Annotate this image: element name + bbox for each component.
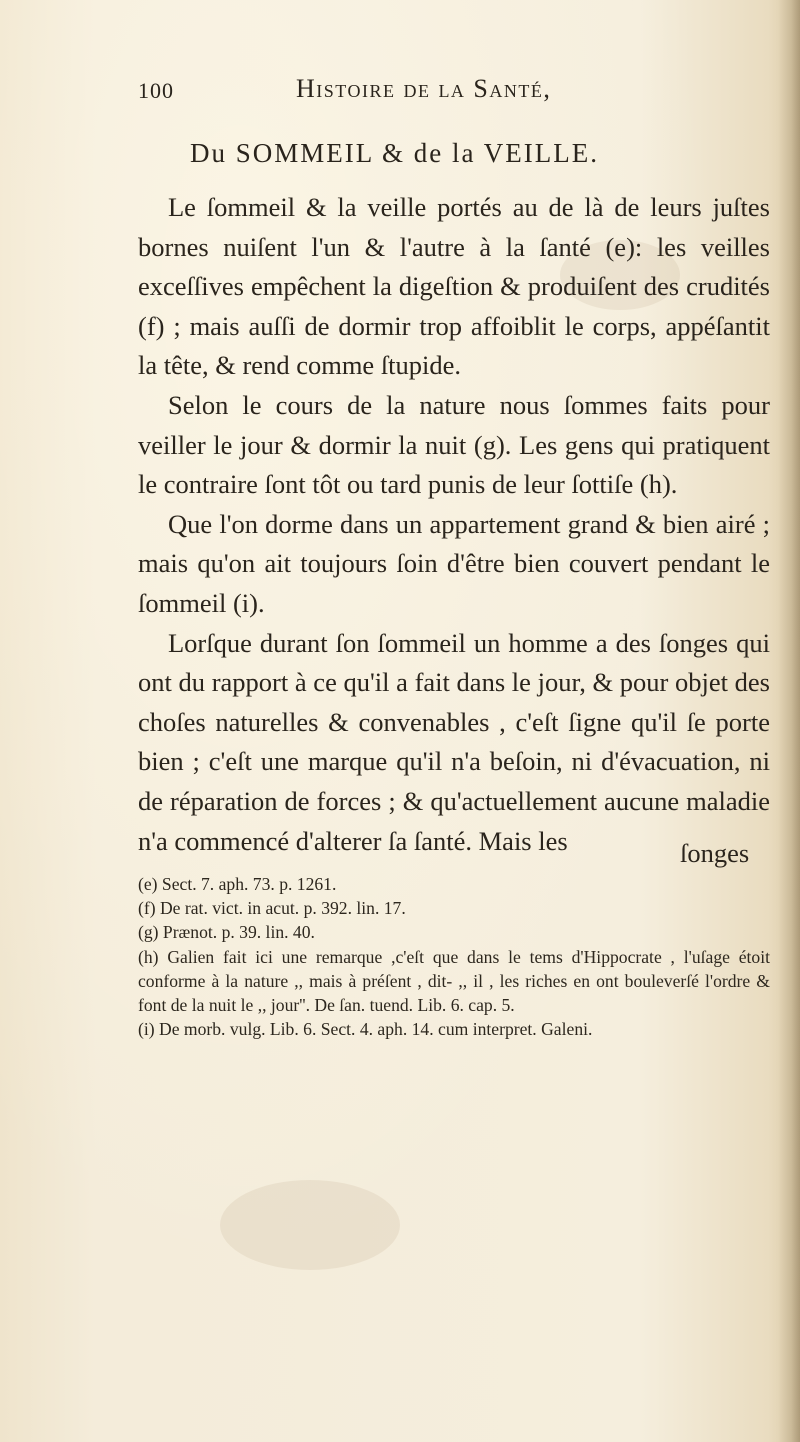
footnote: (f) De rat. vict. in acut. p. 392. lin. 17. [138, 898, 406, 919]
section-title: Du SOMMEIL & de la VEILLE. [190, 138, 599, 168]
running-title: Histoire de la Santé, [296, 74, 552, 103]
footnote: (i) De morb. vulg. Lib. 6. Sect. 4. aph. 14. cum interpret. Galeni. [138, 1019, 593, 1040]
footnote: (g) Prænot. p. 39. lin. 40. [138, 922, 315, 943]
footnote: (e) Sect. 7. aph. 73. p. 1261. [138, 874, 337, 894]
footnote: (h) Galien fait ici une remarque ,c'eſt que dans le tems d'Hippocrate , l'uſage étoit conforme à la nature ,, mais à préſent , dit- ,, il , les riches en ont bouleverſé l'ordre & font de la nuit le ,, jour''. De ſan. tuend. Lib. 6. cap. 5. [138, 946, 770, 1016]
body-text [138, 188, 770, 861]
footnotes [138, 872, 770, 1041]
page-number: 100 [138, 78, 174, 103]
catchword: ſonges [680, 838, 750, 868]
paragraph: Selon le cours de la nature nous ſommes faits pour veiller le jour & dormir la nuit (g). Les gens qui pratiquent le contraire ſont tôt ou tard punis de leur ſottiſe (h). [138, 389, 770, 500]
page-header [138, 72, 698, 112]
page-edge-shadow [778, 0, 800, 1442]
paper-stain [220, 1180, 400, 1270]
paragraph: Que l'on dorme dans un appartement grand & bien airé ; mais qu'on ait toujours ſoin d'être bien couvert pendant le ſommeil (i). [138, 508, 770, 618]
paragraph: Le ſommeil & la veille portés au de là de leurs juſtes bornes nuiſent l'un & l'autre à la ſanté (e): les veilles exceſſives empêchent la digeſtion & produiſent des crudités (f) ; mais auſſi de dormir trop affoiblit le corps, appéſantit la tête, & rend comme ſtupide. [138, 192, 770, 381]
paragraph: Lorſque durant ſon ſommeil un homme a des ſonges qui ont du rapport à ce qu'il a fait dans le jour, & pour objet des choſes naturelles & convenables , c'eſt ſigne qu'il ſe porte bien ; c'eſt une marque qu'il n'a beſoin, ni d'évacuation, ni de réparation de forces ; & qu'actuellement aucune maladie n'a commencé d'alterer ſa ſanté. Mais les [138, 627, 770, 856]
